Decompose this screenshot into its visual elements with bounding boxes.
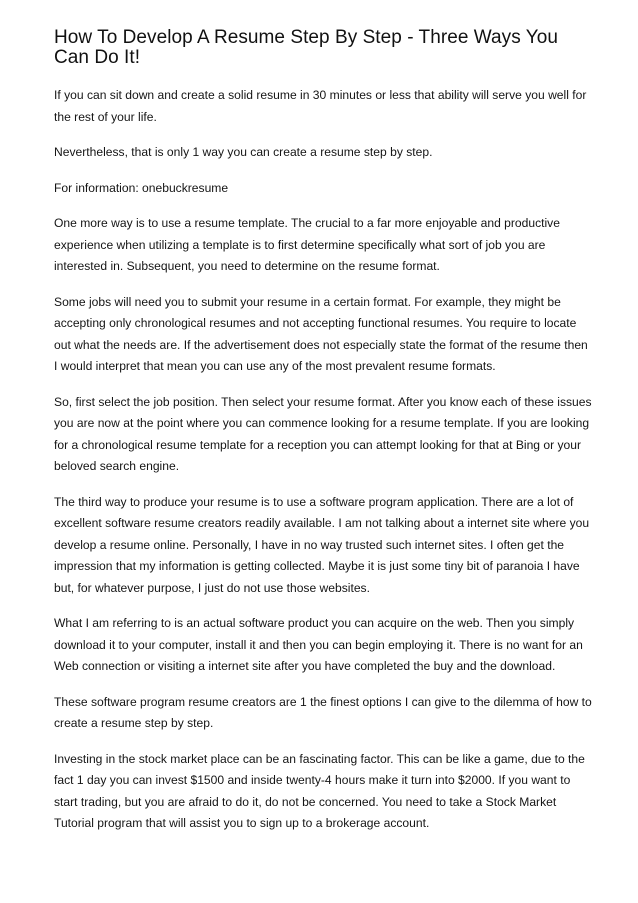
paragraph-2: Nevertheless, that is only 1 way you can create a resume step by step.: [54, 145, 433, 159]
paragraph-1: If you can sit down and create a solid resume in 30 minutes or less that ability will serve you well for the rest of your life.: [54, 88, 587, 124]
paragraph-6: So, first select the job position. Then select your resume format. After you know each of these issues you are now at the point where you can commence looking for a resume template. If you are looking for a chronological resume template for a reception you can attempt looking for that at Bing or your beloved search engine.: [54, 394, 592, 473]
paragraph-4: One more way is to use a resume template. The crucial to a far more enjoyable and productive experience when utilizing a template is to first determine specifically what sort of job you are interested in. Subsequent, you need to determine on the resume format.: [54, 216, 560, 273]
paragraph-9: These software program resume creators are 1 the finest options I can give to the dilemma of how to create a resume step by step.: [54, 694, 592, 730]
document-page: [54, 28, 594, 849]
paragraph-5: Some jobs will need you to submit your resume in a certain format. For example, they might be accepting only chronological resumes and not accepting functional resumes. You require to locate out what the needs are. If the advertisement does not especially state the format of the resume then I would interpret that mean you can use any of the most prevalent resume formats.: [54, 294, 588, 373]
paragraph-10: Investing in the stock market place can be an fascinating factor. This can be like a game, due to the fact 1 day you can invest $1500 and inside twenty-4 hours make it turn into $2000. If you want to start trading, but you are afraid to do it, do not be concerned. You need to take a Stock Market Tutorial program that will assist you to sign up to a brokerage account.: [54, 751, 585, 830]
document-title: How To Develop A Resume Step By Step - Three Ways You Can Do It!: [54, 27, 558, 68]
paragraph-8: What I am referring to is an actual software product you can acquire on the web. Then you simply download it to your computer, install it and then you can begin employing it. There is no want for an Web connection or visiting a internet site after you have completed the buy and the download.: [54, 616, 583, 673]
paragraph-3: For information: onebuckresume: [54, 180, 229, 195]
paragraph-7: The third way to produce your resume is to use a software program application. There are a lot of excellent software resume creators readily available. I am not talking about a internet site where you develop a resume online. Personally, I have in no way trusted such internet sites. I often get the impression that my information is getting collected. Maybe it is just some tiny bit of paranoia I have but, for whatever purpose, I just do not use those websites.: [54, 494, 590, 595]
